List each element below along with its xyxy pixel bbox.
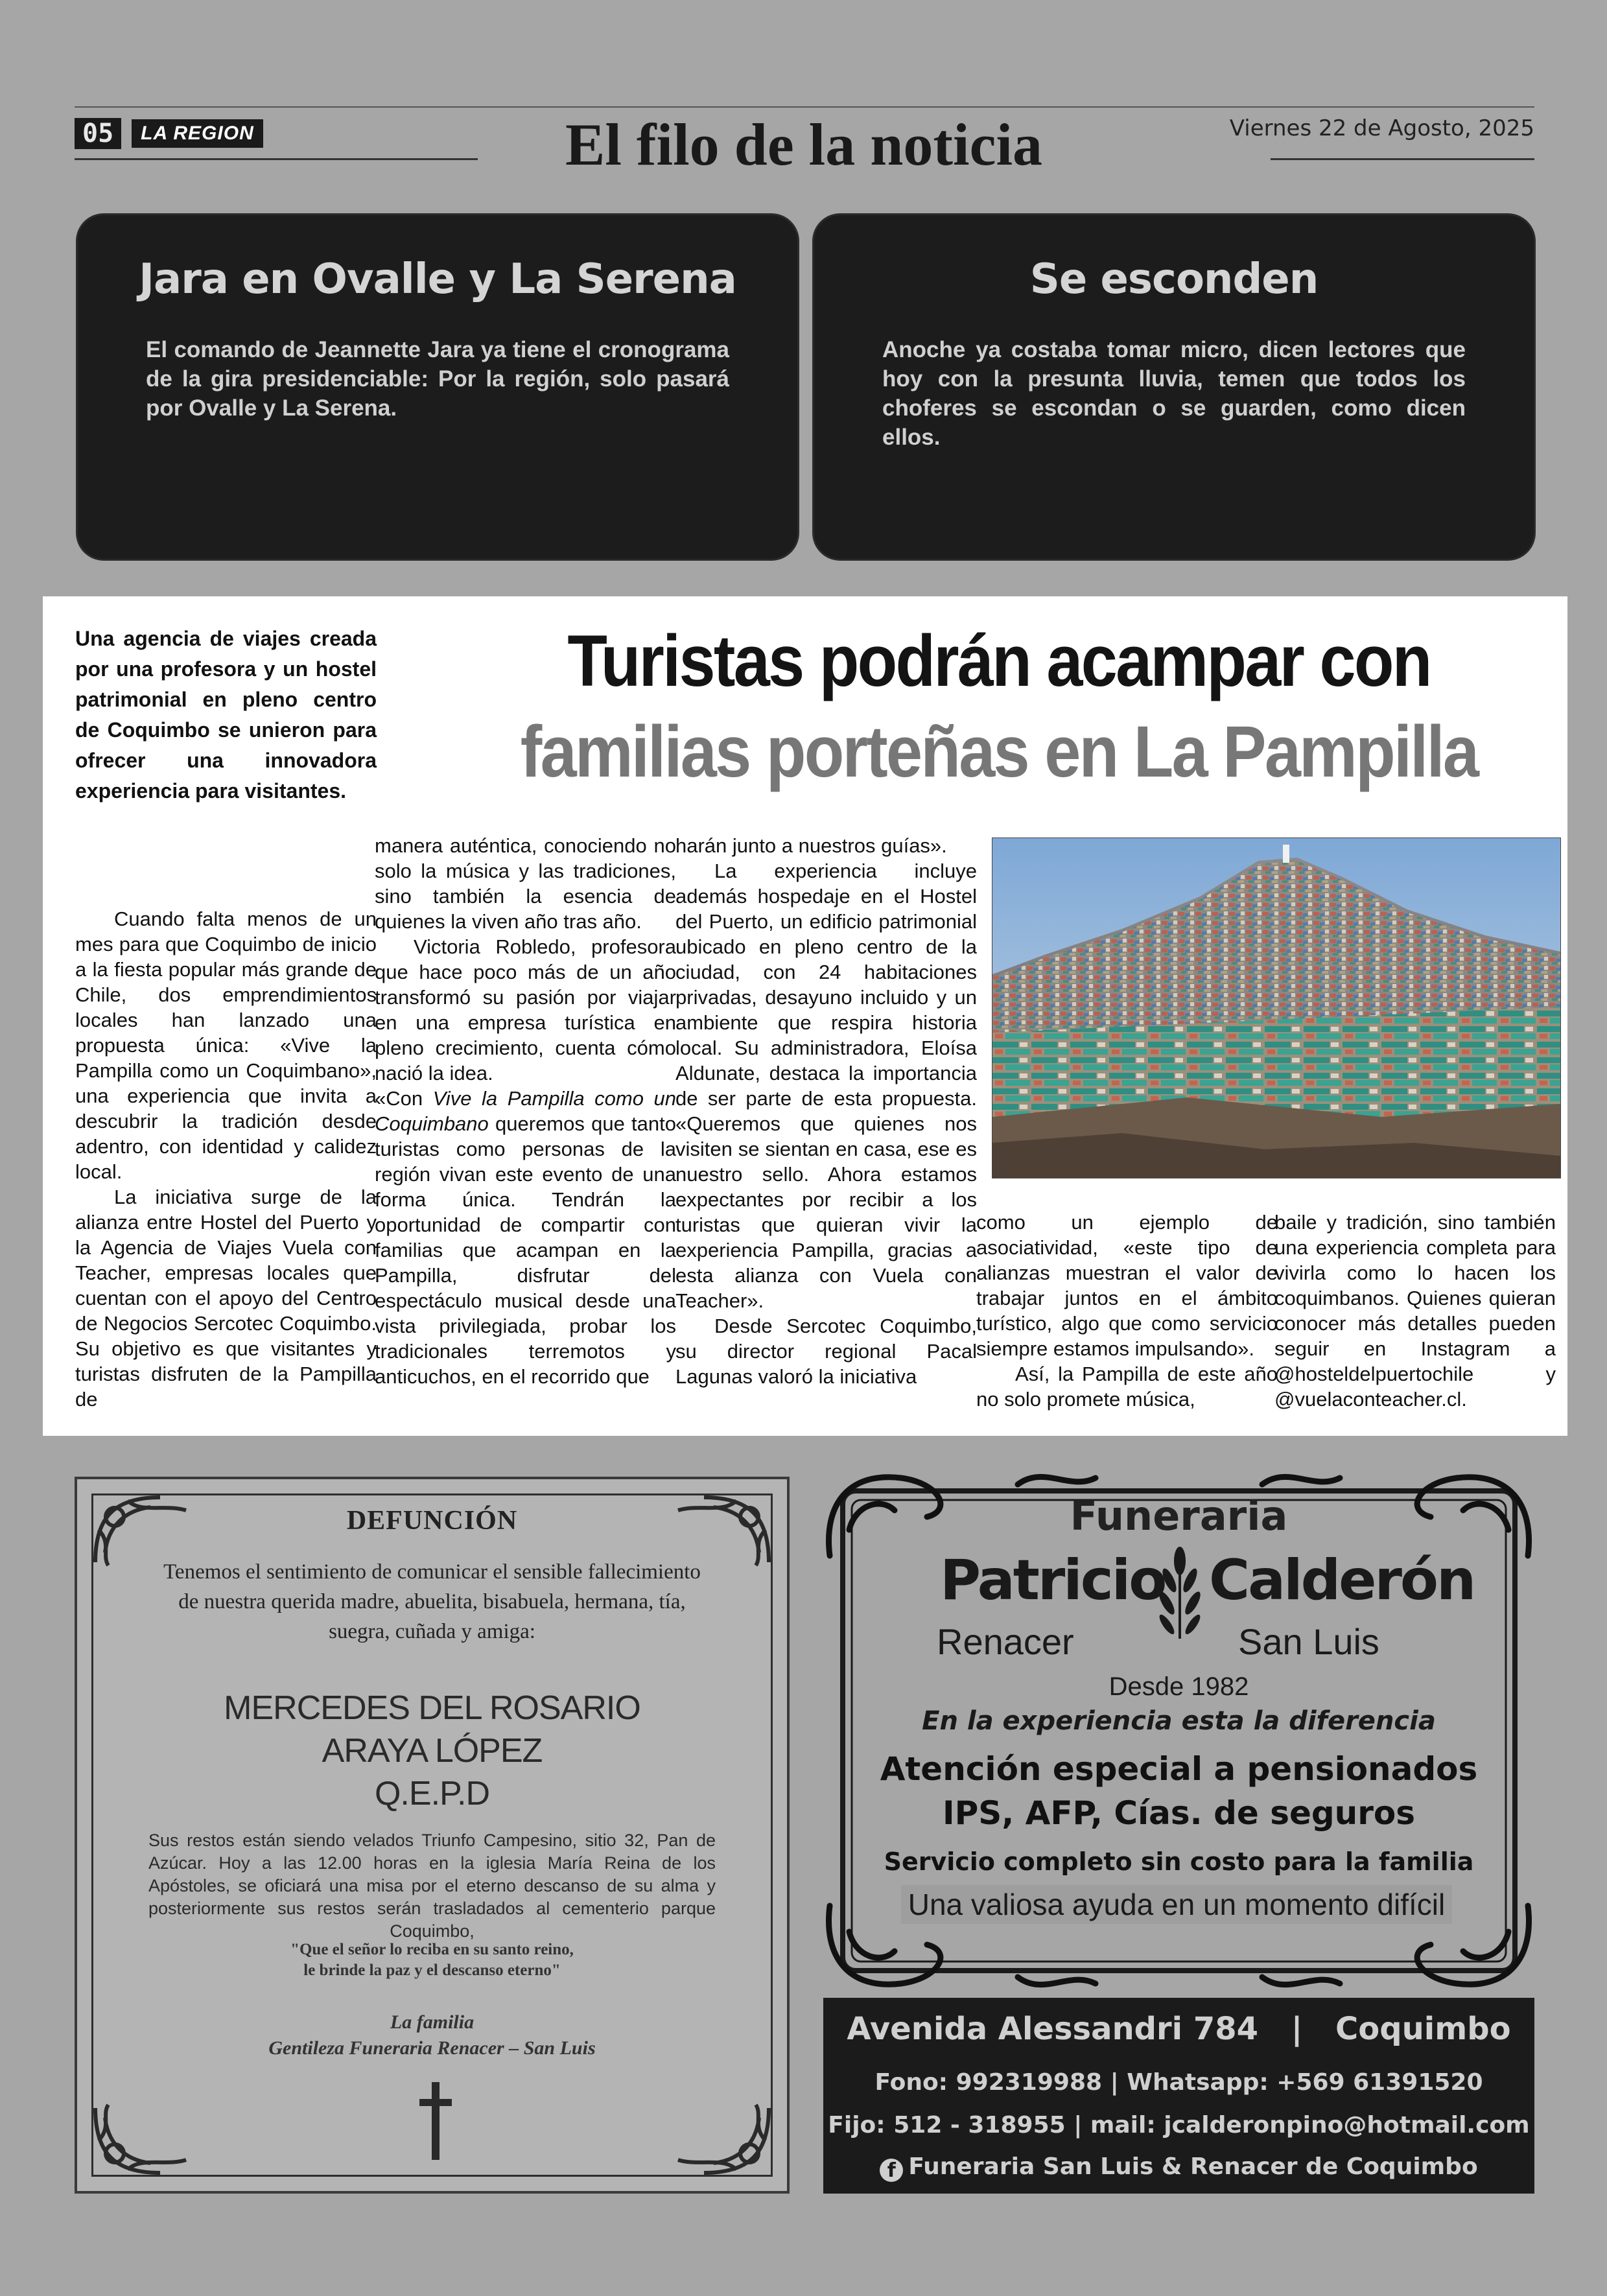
ad-phones: Fono: 992319988 | Whatsapp: +569 61391520 <box>874 2069 1483 2096</box>
article-column-5 <box>1274 1210 1556 1412</box>
headline-line-1: Turistas podrán acampar con <box>567 620 1431 701</box>
section-title: El filo de la noticia <box>565 111 1042 178</box>
funeral-home-ad <box>823 1465 1534 1997</box>
ad-address: Avenida Alessandri 784 <box>847 2011 1259 2047</box>
paragraph: Desde Sercotec Coquimbo, su director regional Pacal Lagunas valoró la iniciativa <box>675 1315 977 1388</box>
obituary-heading: DEFUNCIÓN <box>346 1506 518 1536</box>
pampilla-hill-photo <box>992 838 1561 1178</box>
ad-address-line <box>823 2011 1534 2047</box>
name-line: ARAYA LÓPEZ <box>322 1732 543 1770</box>
paper-name: LA REGION <box>132 119 263 148</box>
masthead-right-rule <box>1271 158 1534 160</box>
paragraph <box>375 1086 676 1389</box>
paragraph: baile y tradición, sino también una experiencia completa para vivirla como lo hacen los coquimbanos. Quienes quieran conocer más detalles pueden seguir en Instagram a @hosteldelpuertochile y @vuelaconteacher.cl. <box>1274 1211 1556 1411</box>
brief-text: Anoche ya costaba tomar micro, dicen lectores que hoy con la presunta lluvia, temen que todos los choferes se escondan o se guarden, como dicen ellos. <box>882 337 1466 450</box>
ad-facebook: Funeraria San Luis & Renacer de Coquimbo <box>908 2153 1478 2180</box>
brief-text: El comando de Jeannette Jara ya tiene el cronograma de la gira presidenciable: Por la región, solo pasará por Ovalle y La Serena. <box>146 337 729 421</box>
ad-sub-right: San Luis <box>1238 1621 1379 1662</box>
ad-help: Una valiosa ayuda en un momento difícil <box>901 1885 1452 1924</box>
name-line: Q.E.P.D <box>374 1775 489 1812</box>
ad-attention-2: IPS, AFP, Cías. de seguros <box>942 1794 1416 1832</box>
paragraph: La iniciativa surge de la alianza entre Hostel del Puerto y la Agencia de Viajes Vuela con Teacher, empresas locales que cuentan con el apoyo del Centro de Negocios Sercotec Coquimbo. Su objetivo es que visitantes y turistas disfruten de la Pampilla de <box>75 1186 377 1411</box>
issue-date: Viernes 22 de Agosto, 2025 <box>1229 115 1534 141</box>
separator: | <box>1291 2011 1303 2047</box>
name-line: MERCEDES DEL ROSARIO <box>224 1689 640 1727</box>
camping-hill-image <box>992 838 1560 1178</box>
masthead-left <box>75 118 263 149</box>
article-column-4 <box>976 1210 1278 1412</box>
article-lede: Una agencia de viajes creada por una profesora y un hostel patrimonial en pleno centro de Coquimbo se unieron para ofrecer una innovadora experiencia para visitantes. <box>75 627 377 802</box>
ad-fixed-mail: Fijo: 512 - 318955 | mail: jcalderonpino@hotmail.com <box>828 2112 1530 2138</box>
brief-title: Jara en Ovalle y La Serena <box>139 255 736 303</box>
article-column-1 <box>75 906 377 1412</box>
paragraph: harán junto a nuestros guías». <box>675 834 947 857</box>
ad-service: Servicio completo sin costo para la familia <box>884 1847 1474 1876</box>
facebook-icon: f <box>880 2159 903 2182</box>
quote-line: le brinde la paz y el descanso eterno" <box>303 1962 561 1979</box>
corner-ornament-icon <box>89 2102 199 2179</box>
ad-name-left: Patricio <box>940 1548 1166 1613</box>
paragraph: Victoria Robledo, profesora que hace poco más de un año transformó su pasión por viajar en una empresa turística en pleno crecimiento, cuenta cómo nació la idea. <box>375 935 676 1084</box>
deceased-name <box>77 1687 787 1815</box>
article-pampilla <box>43 596 1567 1436</box>
obituary-notice <box>75 1477 790 2194</box>
obituary-signature <box>77 2009 787 2061</box>
quote-line: "Que el señor lo reciba en su santo reino, <box>290 1941 574 1958</box>
masthead-top-rule <box>75 106 1534 108</box>
italic-title: Vive la Pampilla como un Coquimbano <box>375 1087 676 1135</box>
masthead-left-rule <box>75 158 478 160</box>
corner-ornament-icon <box>665 2102 775 2179</box>
article-column-3 <box>675 833 977 1389</box>
obituary-intro: Tenemos el sentimiento de comunicar el sensible fallecimiento de nuestra querida madre, abuelita, bisabuela, hermana, tía, suegra, cuñada y amiga: <box>163 1560 701 1643</box>
ad-city: Coquimbo <box>1335 2011 1511 2047</box>
signature-line: La familia <box>390 2011 475 2033</box>
ad-attention-1: Atención especial a pensionados <box>880 1750 1478 1788</box>
text-run: queremos que tanto turistas como personas de la región vivan este evento de una forma única. Tendrán la oportunidad de compartir con familias que acampan en la Pampilla, disfrutar del espectáculo musical desde una vista privilegiada, probar los tradicionales terremotos y anticuchos, en el recorrido que <box>375 1112 676 1388</box>
article-headline <box>454 616 1545 797</box>
ad-slogan: En la experiencia esta la diferencia <box>922 1706 1436 1736</box>
obituary-quote <box>77 1939 787 1981</box>
ad-name-right: Calderón <box>1209 1548 1475 1613</box>
funeral-contact-bar <box>823 1998 1534 2194</box>
paragraph: Así, la Pampilla de este año no solo promete música, <box>976 1363 1278 1411</box>
ad-since: Desde 1982 <box>1108 1672 1249 1701</box>
paragraph: La experiencia incluye además hospedaje en el Hostel del Puerto, un edificio patrimonial ubicado en pleno centro de la ciudad, con 24 habitaciones privadas, desayuno incluido y un ambiente que respira historia local. Su administradora, Eloísa Aldunate, destaca la importancia de ser parte de esta propuesta. «Queremos que quienes nos visiten se sientan en casa, ese es nuestro sello. Ahora estamos expectantes por recibir a los turistas que quieran vivir la experiencia Pampilla, gracias a esta alianza con Vuela con Teacher». <box>675 860 977 1312</box>
brief-se-esconden <box>814 215 1534 559</box>
brief-title: Se esconden <box>1029 255 1319 303</box>
article-column-2 <box>375 833 676 1389</box>
ad-facebook-line <box>823 2153 1534 2182</box>
page-number: 05 <box>75 118 121 149</box>
brief-jara <box>78 215 797 559</box>
text-run: «Con <box>375 1087 433 1110</box>
paragraph: Cuando falta menos de un mes para que Coquimbo de inicio a la fiesta popular más grande de Chile, dos emprendimientos locales han lanzado una propuesta única: «Vive la Pampilla como un Coquimbano», una experiencia que invita a descubrir la tradición desde adentro, con identidad y calidez local. <box>75 908 377 1183</box>
paragraph: manera auténtica, conociendo no solo la música y las tradiciones, sino también la esencia de quienes la viven año tras año. <box>375 834 676 933</box>
obituary-details: Sus restos están siendo velados Triunfo Campesino, sitio 32, Pan de Azúcar. Hoy a las 12.00 horas en la iglesia María Reina de los Apóstoles, se oficiará una misa por el eterno descanso de su alma y posteriormente sus restos serán trasladados al cementerio parque Coquimbo, <box>148 1831 716 1941</box>
paragraph: como un ejemplo de asociatividad, «este tipo de alianzas muestran el valor de trabajar juntos en el ámbito turístico, algo que como servicio siempre estamos impulsando». <box>976 1211 1278 1360</box>
signature-line: Gentileza Funeraria Renacer – San Luis <box>268 2037 596 2059</box>
cross-icon <box>419 2082 452 2160</box>
headline-line-2: familias porteñas en La Pampilla <box>520 711 1478 792</box>
ad-sub-left: Renacer <box>937 1621 1074 1662</box>
ad-funeraria: Funeraria <box>1070 1492 1288 1540</box>
